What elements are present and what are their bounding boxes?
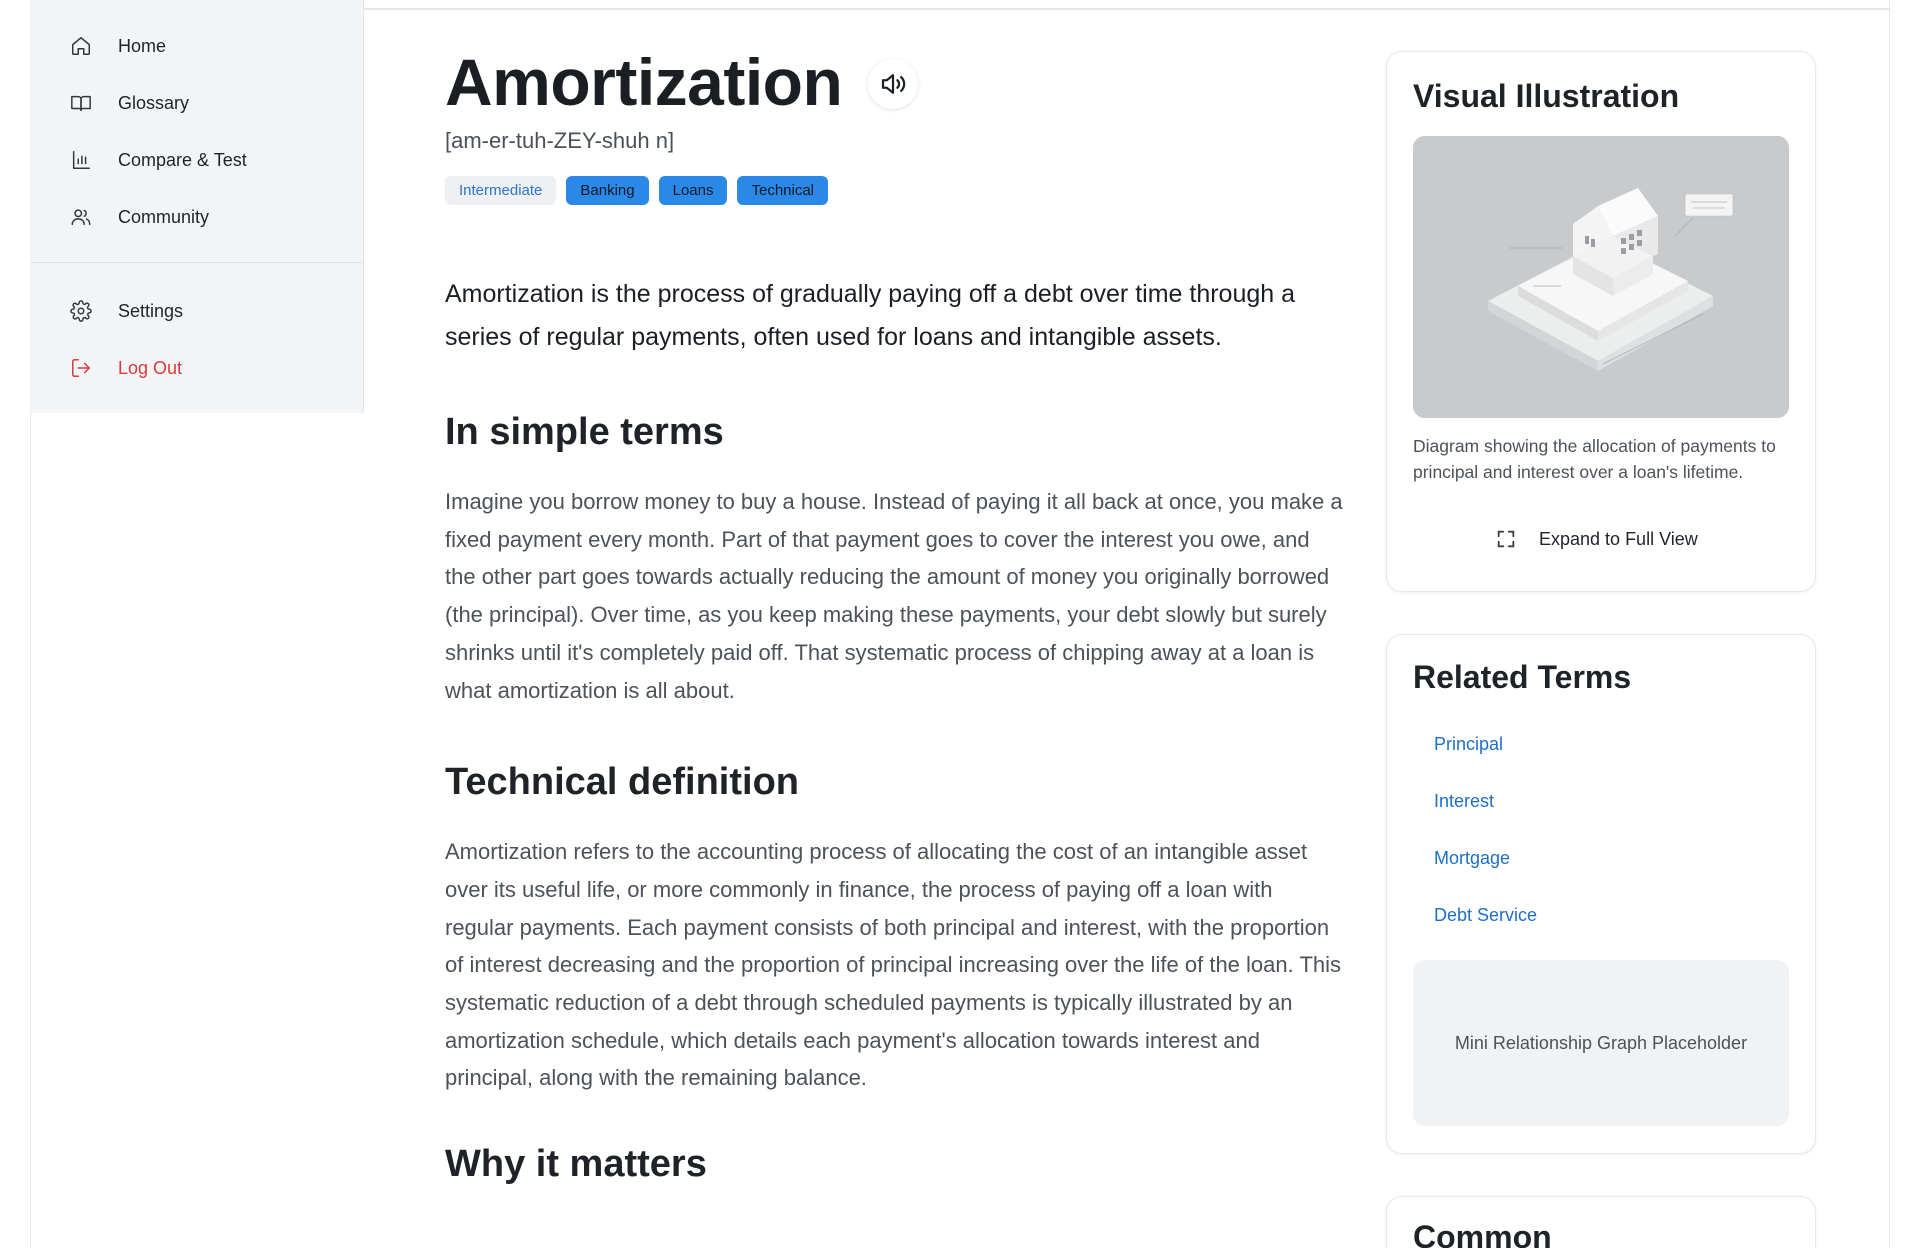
relationship-graph-placeholder: Mini Relationship Graph Placeholder xyxy=(1413,960,1789,1126)
sidebar-item-settings[interactable] xyxy=(70,291,183,331)
expand-label: Expand to Full View xyxy=(1539,528,1698,549)
header-divider xyxy=(364,8,1890,10)
bar-chart-icon xyxy=(70,149,92,171)
sidebar-item-label: Log Out xyxy=(118,357,183,378)
gear-icon xyxy=(70,300,92,322)
sidebar-item-home[interactable] xyxy=(70,26,166,66)
category-tag[interactable]: Loans xyxy=(659,176,728,205)
sidebar-item-label: Glossary xyxy=(118,92,190,113)
home-icon xyxy=(70,35,92,57)
level-badge[interactable]: Intermediate xyxy=(445,176,556,205)
related-term-link[interactable]: Principal xyxy=(1434,734,1504,754)
related-term-link[interactable]: Mortgage xyxy=(1434,848,1511,868)
sidebar xyxy=(30,0,364,413)
users-icon xyxy=(70,206,92,228)
section-heading-technical: Technical definition xyxy=(445,761,799,804)
common-card xyxy=(1386,1196,1816,1248)
tag-list xyxy=(445,176,1345,205)
card-heading: Visual Illustration xyxy=(1413,78,1680,114)
visual-illustration-card xyxy=(1386,51,1816,592)
logout-icon xyxy=(70,357,92,379)
book-icon xyxy=(70,92,92,114)
illustration-caption: Diagram showing the allocation of payments to principal and interest over a loan's lifetime. xyxy=(1413,436,1776,482)
related-term-link[interactable]: Interest xyxy=(1434,791,1495,811)
expand-icon xyxy=(1495,528,1517,550)
sidebar-item-label: Home xyxy=(118,35,167,56)
card-heading: Common xyxy=(1413,1219,1552,1248)
sidebar-divider xyxy=(30,262,363,263)
technical-definition-text: Amortization refers to the accounting process of allocating the cost of an intangible asset over its useful life, or more commonly in finance, the process of paying off a loan with regular payments. Each payment consists of both principal and interest, with the proportion of interest decreasing and the proportion of principal increasing over the life of the loan. This systematic reduction of a debt through scheduled payments is typically illustrated by an amortization schedule, which details each payment's allocation towards interest and principal, along with the remaining balance. xyxy=(445,839,1342,1091)
title-row xyxy=(445,40,1345,124)
category-tag[interactable]: Banking xyxy=(566,176,648,205)
sidebar-item-compare-test[interactable] xyxy=(70,140,247,180)
simple-terms-text: Imagine you borrow money to buy a house. Instead of paying it all back at once, you make a fixed payment every month. Part of that payment goes to cover the interest you owe, and the other part goes towards actually reducing the amount of money you originally borrowed (the principal). Over time, as you keep making these payments, your debt slowly but surely shrinks until it's completely paid off. That systematic process of chipping away at a loan is what amortization is all about. xyxy=(445,489,1343,703)
sidebar-item-community[interactable] xyxy=(70,197,209,237)
section-heading-why-it-matters: Why it matters xyxy=(445,1143,707,1186)
category-tag[interactable]: Technical xyxy=(737,176,828,205)
house-diagram-illustration xyxy=(1413,136,1789,418)
term-article xyxy=(445,40,1345,1187)
lead-definition: Amortization is the process of gradually paying off a debt over time through a series of regular payments, often used for loans and intangible assets. xyxy=(445,280,1296,351)
sidebar-item-logout[interactable] xyxy=(70,348,182,388)
related-terms-card xyxy=(1386,634,1816,1154)
speaker-icon xyxy=(878,69,908,99)
illustration-image[interactable] xyxy=(1413,136,1789,418)
pronunciation-audio-button[interactable] xyxy=(868,59,918,109)
sidebar-item-label: Community xyxy=(118,206,210,227)
sidebar-item-glossary[interactable] xyxy=(70,83,189,123)
related-term-link[interactable]: Debt Service xyxy=(1434,905,1538,925)
sidebar-item-label: Settings xyxy=(118,300,184,321)
page-title: Amortization xyxy=(445,45,843,119)
card-heading: Related Terms xyxy=(1413,659,1632,695)
pronunciation: [am-er-tuh-ZEY-shuh n] xyxy=(445,128,675,153)
sidebar-item-label: Compare & Test xyxy=(118,149,247,170)
section-heading-simple: In simple terms xyxy=(445,411,724,453)
expand-full-view-button[interactable] xyxy=(1495,528,1698,550)
